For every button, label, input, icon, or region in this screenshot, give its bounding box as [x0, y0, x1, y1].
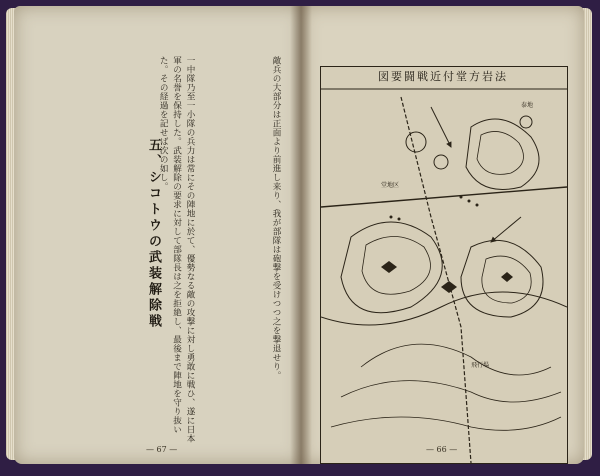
book-gutter — [290, 6, 312, 464]
map-label-b: 堂地区 — [381, 182, 400, 189]
battle-map — [320, 66, 568, 464]
section-heading: 五、シコトウの武装解除戦 — [146, 138, 161, 330]
map-label-c: 飛行場 — [471, 362, 490, 369]
open-book — [6, 2, 596, 472]
map-label-a: 泰地 — [521, 102, 534, 109]
battle-map-drawing — [321, 67, 567, 463]
page-number-right: — 66 — — [426, 445, 458, 454]
right-page — [302, 6, 584, 464]
left-body-text: 一中隊乃至一小隊の兵力は常にその陣地に於て、優勢なる敵の攻撃に対し勇敢に戦ひ、遂に日本軍の名誉を保持した。武装解除の要求に対して部隊長は之を拒絶し、最後まで陣地を守り抜いた。その経過を記せば次の如し。 — [158, 56, 195, 443]
left-page — [14, 6, 302, 464]
left-body-text-2: 敵兵の大部分は正面より前進し来り、我が部隊は砲撃を受けつつ之を撃退せり。 — [271, 56, 281, 380]
page-number-left: — 67 — — [146, 445, 178, 454]
map-title: 図要闘戦近付堂方岩法 — [378, 70, 508, 83]
